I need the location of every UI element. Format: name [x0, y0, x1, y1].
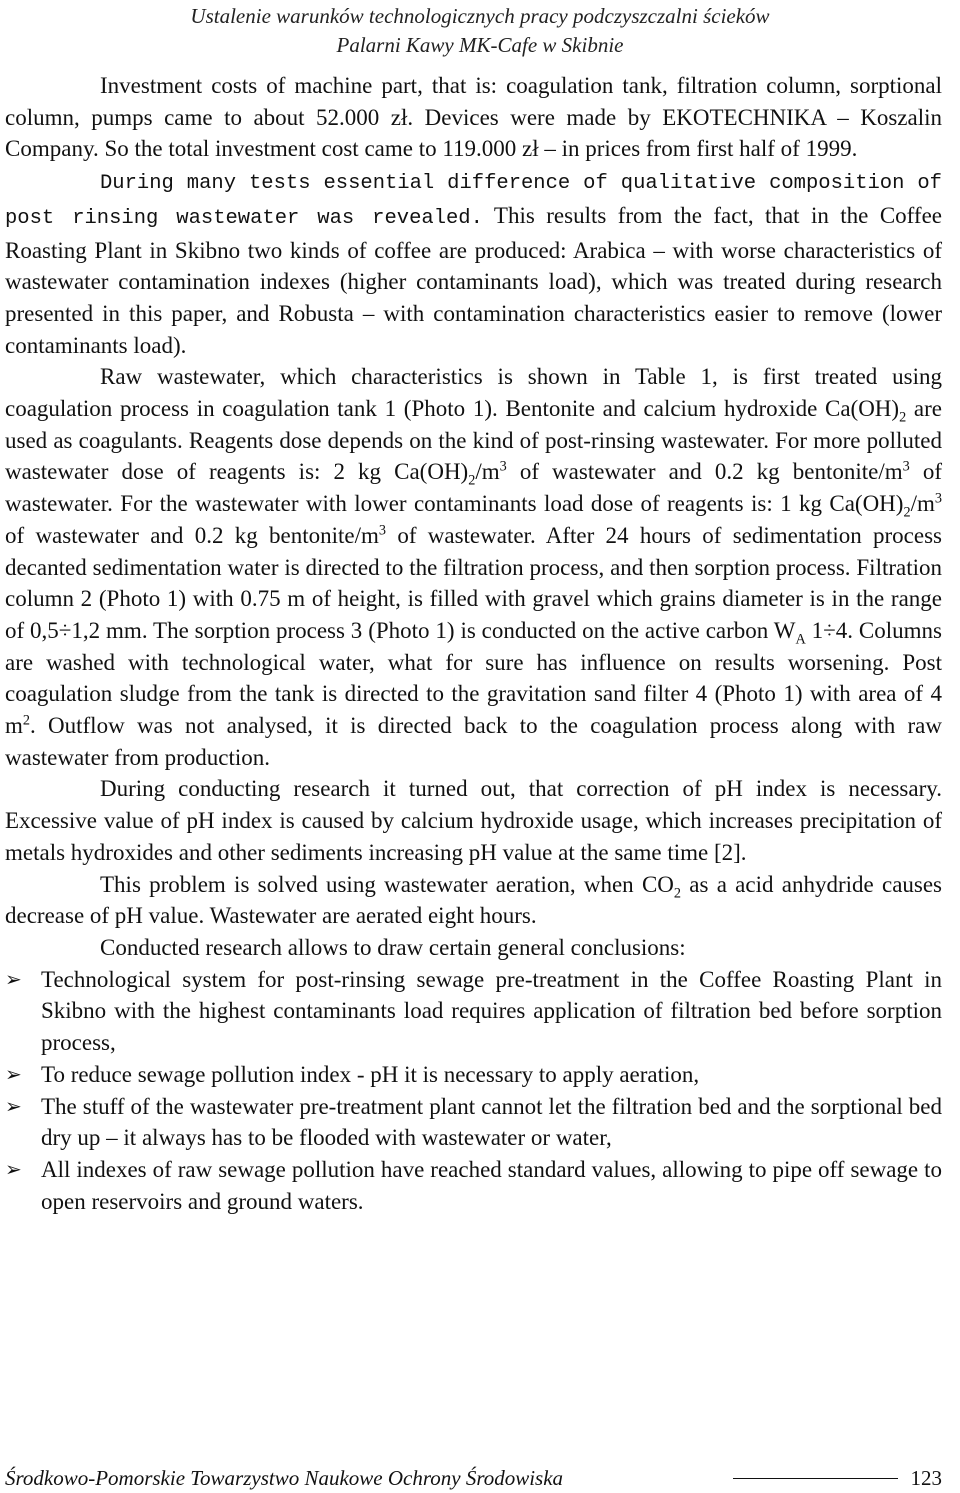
text-run: 1÷4. Columns are washed with technological water, what for sure has influence on results worsening. Post coagulation sludge from the tank is directed to the gravitation sand filter 4 (Photo 1) with area of 4 m: [5, 617, 942, 739]
superscript: 3: [378, 522, 387, 539]
footer-society: Środkowo-Pomorskie Towarzystwo Naukowe Ochrony Środowiska: [5, 1466, 564, 1490]
header-line-2: Palarni Kawy MK-Cafe w Skibnie: [336, 33, 624, 57]
subscript: A: [795, 631, 806, 648]
list-item: [5, 1091, 942, 1154]
page-number: 123: [910, 1466, 942, 1490]
running-header: [0, 2, 960, 60]
text-run: of wastewater and 0.2 kg bentonite/m: [506, 459, 903, 485]
superscript: 3: [934, 490, 942, 507]
list-item-text: To reduce sewage pollution index - pH it is necessary to apply aeration,: [41, 1061, 700, 1087]
text-run: of wastewater. After 24 hours of sedimentation process decanted sedimentation water is directed to the filtration process, and then sorption process. Filtration column 2 (Photo 1) with 0.75 m of height, is filled with gravel which grains diameter is in the range of 0,5÷1,2 mm. The sorption process 3 (Photo 1) is conducted on the active carbon W: [5, 522, 942, 643]
paragraph-raw-wastewater: [5, 361, 942, 773]
paragraph-tests-rest: This results from the fact, that in the Coffee Roasting Plant in Skibno two kinds of coffee are produced: Arabica – with worse characteristics of wastewater contamination indexes (higher contaminants load), which was treated during research presented in this paper, and Robusta – with contamination characteristics easier to remove (lower contaminants load).: [5, 202, 942, 358]
body-text: [5, 70, 942, 1217]
subscript: 2: [903, 504, 911, 521]
paragraph-tests: [5, 165, 942, 361]
list-item: [5, 1154, 942, 1217]
text-run: Raw wastewater, which characteristics is shown in Table 1, is first treated using coagulation process in coagulation tank 1 (Photo 1). Bentonite and calcium hydroxide Ca(OH): [5, 364, 942, 422]
text-run: of wastewater and 0.2 kg bentonite/m: [5, 522, 379, 548]
subscript: 2: [468, 473, 476, 490]
text-run: /m: [475, 459, 500, 485]
superscript: 3: [499, 458, 507, 475]
arrow-bullet-icon: ➢: [5, 1093, 22, 1118]
paragraph-conclusions-intro: Conducted research allows to draw certain general conclusions:: [100, 934, 686, 960]
paragraph-aeration: [5, 869, 942, 932]
list-item-text: The stuff of the wastewater pre-treatment plant cannot let the filtration bed and the sorptional bed dry up – it always has to be flooded with wastewater or water,: [41, 1093, 942, 1151]
text-run: as a acid anhydride causes decrease of pH value. Wastewater are aerated eight hours.: [5, 871, 943, 929]
text-run: of wastewater. For the wastewater with lower contaminants load dose of reagents is: 1 kg Ca(OH): [5, 459, 942, 517]
arrow-bullet-icon: ➢: [5, 966, 22, 991]
superscript: 3: [902, 458, 910, 475]
subscript: 2: [899, 409, 907, 426]
list-item: [5, 964, 942, 1059]
arrow-bullet-icon: ➢: [5, 1061, 22, 1086]
text-run: /m: [910, 491, 935, 517]
list-item-text: All indexes of raw sewage pollution have reached standard values, allowing to pipe off sewage to open reservoirs and ground waters.: [41, 1156, 942, 1214]
superscript: 2: [22, 712, 31, 729]
subscript: 2: [673, 885, 682, 902]
conclusions-list: [5, 964, 942, 1218]
text-run: are used as coagulants. Reagents dose depends on the kind of post-rinsing wastewater. For more polluted wastewater dose of reagents is: 2 kg Ca(OH): [5, 396, 943, 485]
paragraph-investment-costs: Investment costs of machine part, that is: coagulation tank, filtration column, sorptional column, pumps came to about 52.000 zł. Devices were made by EKOTECHNIKA – Koszalin Company. So the total investment cost came to 119.000 zł – in prices from first half of 1999.: [5, 73, 942, 162]
footer-rule: [733, 1478, 898, 1479]
list-item: [5, 1059, 942, 1091]
paragraph-ph-correction: During conducting research it turned out, that correction of pH index is necessary. Excessive value of pH index is caused by calcium hydroxide usage, which increases precipitation of metals hydroxides and other sediments increasing pH value at the same time [2].: [5, 776, 942, 865]
paragraph-tests-lead: During many tests essential difference of qualitative composition of post rinsing wastewater was revealed.: [5, 172, 942, 230]
list-item-text: Technological system for post-rinsing sewage pre-treatment in the Coffee Roasting Plant in Skibno with the highest contaminants load requires application of filtration bed before sorption process,: [41, 966, 942, 1056]
text-run: . Outflow was not analysed, it is directed back to the coagulation process along with raw wastewater from production.: [5, 713, 942, 770]
text-run: This problem is solved using wastewater aeration, when CO: [100, 871, 674, 897]
header-line-1: Ustalenie warunków technologicznych pracy podczyszczalni ścieków: [190, 4, 770, 28]
arrow-bullet-icon: ➢: [5, 1156, 22, 1181]
page-footer: [5, 1463, 942, 1493]
